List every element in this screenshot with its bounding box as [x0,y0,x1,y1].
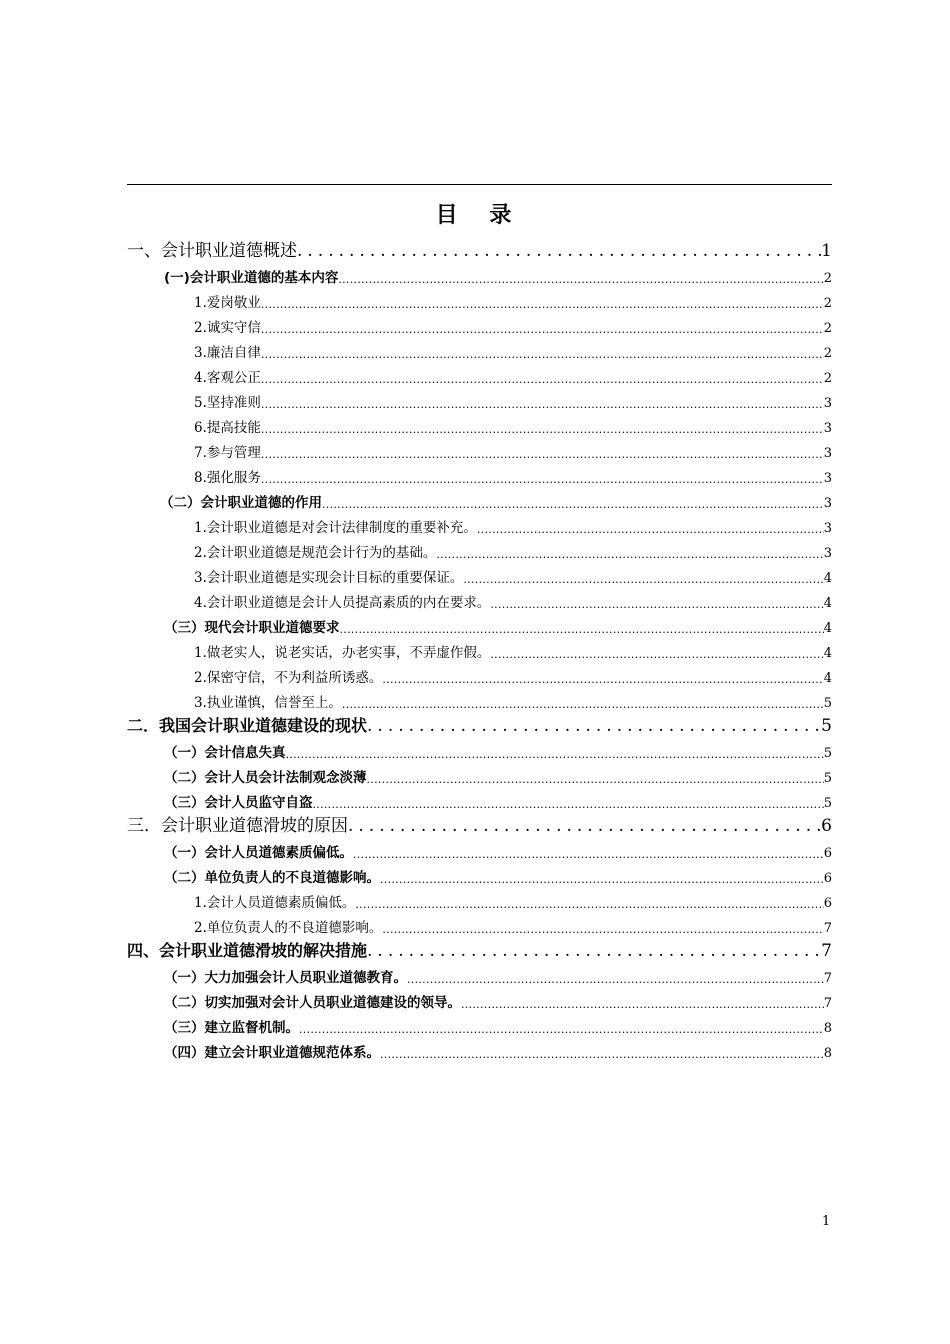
toc-entry-label: 4.客观公正 [194,370,261,386]
toc-dot-leader [342,698,824,711]
toc-entry-page: 8 [823,1046,832,1061]
toc-entry[interactable] [127,911,832,936]
toc-entry-page: 2 [823,271,832,286]
toc-entry-page: 7 [823,921,832,936]
toc-entry-page: 2 [823,296,832,311]
toc-entry-page: 3 [823,496,832,511]
toc-entry-page: 5 [823,771,832,786]
toc-dot-leader [261,298,824,311]
toc-entry[interactable] [127,1036,832,1061]
toc-dot-leader [461,998,824,1011]
toc-entry-label: （三）建立监督机制。 [164,1020,299,1036]
toc-entry-page: 4 [823,646,832,661]
toc-entry[interactable] [127,386,832,411]
toc-entry-label: 6.提高技能 [194,420,261,436]
toc-entry-label: 3.执业谨慎，信誉至上。 [194,695,342,711]
toc-entry[interactable] [127,411,832,436]
toc-entry-label: （一）大力加强会计人员职业道德教育。 [164,970,407,986]
toc-entry-page: 3 [823,471,832,486]
toc-entry[interactable] [127,1011,832,1036]
toc-entry-page: 4 [823,671,832,686]
toc-entry-page: 2 [823,371,832,386]
toc-dot-leader [355,898,823,911]
toc-entry-label: （二）会计职业道德的作用 [160,495,322,511]
toc-entry[interactable] [127,436,832,461]
toc-entry-label: （一）会计信息失真 [164,745,286,761]
toc-dot-leader [380,1048,824,1061]
toc-entry-label: （二）单位负责人的不良道德影响。 [164,870,380,886]
toc-entry-page: 3 [823,521,832,536]
toc-entry[interactable] [127,736,832,761]
toc-entry[interactable] [127,261,832,286]
toc-dot-leader [477,523,824,536]
toc-entry[interactable] [127,286,832,311]
toc-dot-leader [261,448,824,461]
toc-entry[interactable] [127,361,832,386]
toc-entry-page: 5 [823,746,832,761]
toc-entry-label: (一)会计职业道德的基本内容 [164,270,339,286]
toc-entry[interactable] [127,586,832,611]
toc-entry-page: 7 [821,941,832,961]
toc-entry[interactable] [127,686,832,711]
toc-entry[interactable] [127,986,832,1011]
toc-entry-page: 4 [823,596,832,611]
toc-entry[interactable] [127,761,832,786]
toc-entry-page: 7 [823,971,832,986]
toc-entry-label: （二）切实加强对会计人员职业道德建设的领导。 [164,995,461,1011]
toc-entry-label: 二．我国会计职业道德建设的现状 [127,716,368,735]
toc-dot-leader [340,623,824,636]
toc-entry-label: （二）会计人员会计法制观念淡薄 [164,770,367,786]
toc-entry-label: 7.参与管理 [194,445,261,461]
table-of-contents [127,236,832,1061]
toc-entry-page: 8 [823,1021,832,1036]
toc-entry-page: 6 [823,871,832,886]
toc-dot-leader [338,273,823,286]
toc-entry-label: 2.诚实守信 [194,320,261,336]
toc-dot-leader [367,716,821,736]
toc-entry-label: （一）会计人员道德素质偏低。 [164,845,353,861]
toc-entry-label: 2.保密守信，不为利益所诱惑。 [194,670,383,686]
toc-entry-page: 3 [823,396,832,411]
toc-entry-page: 3 [823,546,832,561]
toc-entry[interactable] [127,461,832,486]
toc-dot-leader [407,973,824,986]
toc-entry[interactable] [127,311,832,336]
toc-entry-page: 6 [821,816,832,836]
toc-entry[interactable] [127,811,832,836]
toc-entry[interactable] [127,661,832,686]
toc-entry[interactable] [127,961,832,986]
toc-entry[interactable] [127,886,832,911]
toc-dot-leader [261,423,824,436]
toc-entry-page: 2 [823,346,832,361]
toc-dot-leader [313,798,824,811]
toc-entry-label: 4.会计职业道德是会计人员提高素质的内在要求。 [194,595,491,611]
toc-dot-leader [286,748,824,761]
toc-dot-leader [353,848,824,861]
toc-entry-page: 4 [823,621,832,636]
toc-entry-label: 3.廉洁自律 [194,345,261,361]
toc-entry[interactable] [127,936,832,961]
toc-entry[interactable] [127,611,832,636]
toc-entry[interactable] [127,836,832,861]
toc-entry[interactable] [127,236,832,261]
toc-dot-leader [261,373,824,386]
toc-entry[interactable] [127,511,832,536]
toc-dot-leader [367,941,821,961]
toc-dot-leader [380,873,824,886]
toc-entry-page: 5 [821,716,832,736]
toc-entry-label: 1.爱岗敬业 [194,295,261,311]
toc-dot-leader [490,598,823,611]
toc-entry-page: 3 [823,446,832,461]
toc-entry-label: （四）建立会计职业道德规范体系。 [164,1045,380,1061]
toc-entry-label: 2.单位负责人的不良道德影响。 [194,920,383,936]
toc-entry-label: 3.会计职业道德是实现会计目标的重要保证。 [194,570,464,586]
toc-dot-leader [322,498,824,511]
toc-entry-label: 一、会计职业道德概述 [127,241,297,261]
toc-dot-leader [261,473,824,486]
toc-entry-label: 1.做老实人，说老实话，办老实事，不弄虚作假。 [194,645,491,661]
toc-entry-page: 6 [823,846,832,861]
toc-title: 目 录 [435,203,524,228]
toc-entry-label: 三．会计职业道德滑坡的原因 [127,816,348,836]
toc-entry[interactable] [127,786,832,811]
toc-entry-label: （三）会计人员监守自盗 [164,795,313,811]
toc-dot-leader [261,398,824,411]
toc-entry[interactable] [127,536,832,561]
toc-entry-page: 5 [823,696,832,711]
toc-entry[interactable] [127,561,832,586]
toc-dot-leader [348,816,821,836]
toc-entry-label: 1.会计职业道德是对会计法律制度的重要补充。 [194,520,477,536]
toc-entry-page: 3 [823,421,832,436]
toc-dot-leader [297,241,821,261]
toc-entry-page: 6 [823,896,832,911]
toc-dot-leader [463,573,823,586]
toc-entry[interactable] [127,636,832,661]
toc-dot-leader [436,548,823,561]
toc-dot-leader [261,323,824,336]
header-rule [127,184,832,185]
toc-entry-label: 8.强化服务 [194,470,261,486]
toc-entry-label: （三）现代会计职业道德要求 [164,620,340,636]
toc-entry[interactable] [127,336,832,361]
toc-entry-page: 1 [821,241,832,261]
toc-entry-page: 2 [823,321,832,336]
toc-dot-leader [490,648,823,661]
toc-entry[interactable] [127,861,832,886]
toc-entry-label: 2.会计职业道德是规范会计行为的基础。 [194,545,437,561]
toc-entry-label: 四、会计职业道德滑坡的解决措施 [127,941,368,960]
toc-entry-label: 5.坚持准则 [194,395,261,411]
toc-entry-page: 5 [823,796,832,811]
toc-dot-leader [382,923,823,936]
toc-dot-leader [261,348,824,361]
toc-dot-leader [382,673,823,686]
toc-entry-page: 7 [823,996,832,1011]
footer-page-number: 1 [822,1214,831,1229]
toc-dot-leader [299,1023,824,1036]
toc-dot-leader [367,773,824,786]
toc-entry[interactable] [127,711,832,736]
toc-entry[interactable] [127,486,832,511]
toc-entry-page: 4 [823,571,832,586]
toc-entry-label: 1.会计人员道德素质偏低。 [194,895,356,911]
